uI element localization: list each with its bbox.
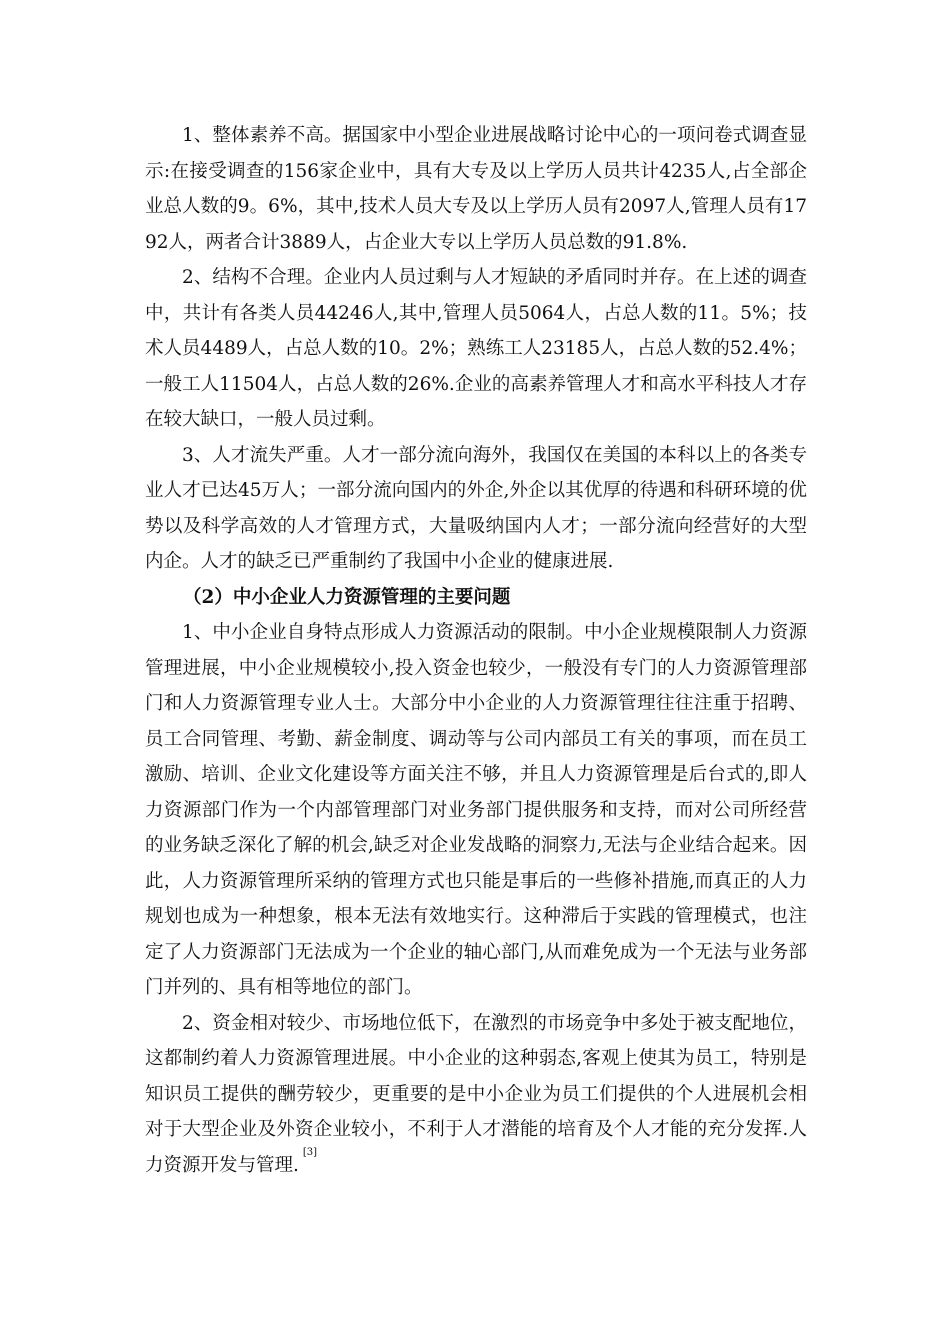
section-heading: （2）中小企业人力资源管理的主要问题 xyxy=(183,586,511,608)
paragraph-funding-text: 2、资金相对较少、市场地位低下，在激烈的市场竞争中多处于被支配地位，这都制约着人力资源管理进展。中小企业的这种弱态,客观上使其为员工，特别是知识员工提供的酬劳较少，更重要的是中小企业为员工们提供的个人进展机会相对于大型企业及外资企业较小，不利于人才潜能的培育及个人才能的充分发挥.人力资源开发与管理. xyxy=(145,1012,807,1176)
document-page xyxy=(145,118,807,1183)
paragraph-talent-loss: 3、人才流失严重。人才一部分流向海外，我国仅在美国的本科以上的各类专业人才已达45万人；一部分流向国内的外企,外企以其优厚的待遇和科研环境的优势以及科学高效的人才管理方式，大量吸纳国内人才；一部分流向经营好的大型内企。人才的缺乏已严重制约了我国中小企业的健康进展. xyxy=(145,444,807,572)
paragraph-self-limitations: 1、中小企业自身特点形成人力资源活动的限制。中小企业规模限制人力资源管理进展，中小企业规模较小,投入资金也较少，一般没有专门的人力资源管理部门和人力资源管理专业人士。大部分中小企业的人力资源管理往往注重于招聘、员工合同管理、考勤、薪金制度、调动等与公司内部员工有关的事项，而在员工激励、培训、企业文化建设等方面关注不够，并且人力资源管理是后台式的,即人力资源部门作为一个内部管理部门对业务部门提供服务和支持，而对公司所经营的业务缺乏深化了解的机会,缺乏对企业发战略的洞察力,无法与企业结合起来。因此，人力资源管理所采纳的管理方式也只能是事后的一些修补措施,而真正的人力规划也成为一种想象，根本无法有效地实行。这种滞后于实践的管理模式，也注定了人力资源部门无法成为一个企业的轴心部门,从而难免成为一个无法与业务部门并列的、具有相等地位的部门。 xyxy=(145,622,807,998)
paragraph-overall-quality: 1、整体素养不高。据国家中小型企业进展战略讨论中心的一项问卷式调查显示:在接受调查的156家企业中，具有大专及以上学历人员共计4235人,占全部企业总人数的9。6%，其中,技术人员大专及以上学历人员有2097人,管理人员有1792人，两者合计3889人，占企业大专以上学历人员总数的91.8%. xyxy=(145,125,807,253)
citation-reference: [3] xyxy=(302,1146,318,1158)
paragraph-structure: 2、结构不合理。企业内人员过剩与人才短缺的矛盾同时并存。在上述的调查中，共计有各类人员44246人,其中,管理人员5064人，占总人数的11。5%；技术人员4489人，占总人数的10。2%；熟练工人23185人，占总人数的52.4%；一般工人11504人，占总人数的26%.企业的高素养管理人才和高水平科技人才存在较大缺口，一般人员过剩。 xyxy=(145,267,807,430)
paragraph-funding xyxy=(145,1006,807,1184)
